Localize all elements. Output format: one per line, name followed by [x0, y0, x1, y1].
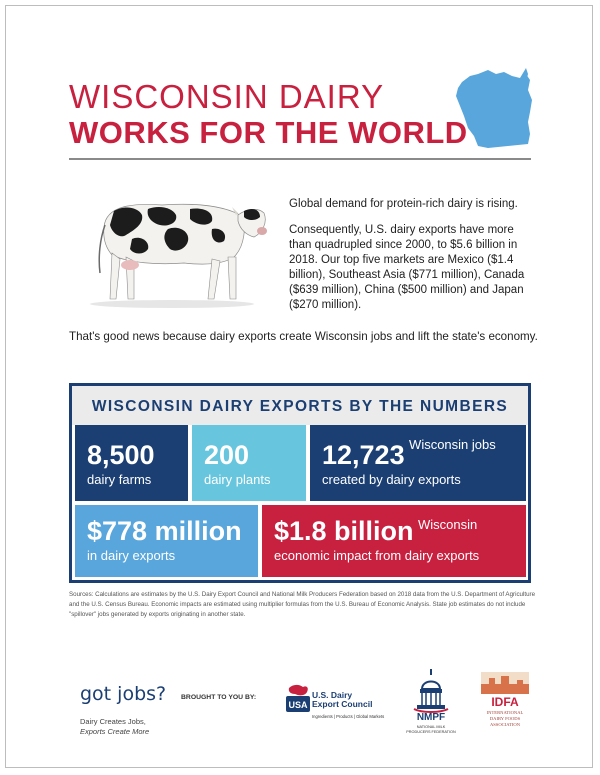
holstein-cow-image: [72, 185, 272, 310]
closing-sentence: That's good news because dairy exports create Wisconsin jobs and lift the state's economy.: [69, 330, 538, 343]
stat-label: created by dairy exports: [322, 472, 461, 487]
usdec-name-1: U.S. Dairy: [312, 690, 353, 700]
idfa-subtitle-2: DAIRY FOODS: [489, 716, 521, 721]
got-jobs-tagline-2: Exports Create More: [80, 727, 150, 736]
stat-value: $1.8 billion: [274, 516, 414, 546]
stat-label: in dairy exports: [87, 548, 176, 563]
stat-inline-label: Wisconsin: [418, 517, 478, 532]
intro-paragraph-2: Consequently, U.S. dairy exports have more than quadrupled since 2000, to $5.6 billion in 2018. Our top five markets are Mexico ($1.4 billion), Southeast Asia ($771 million), Canada ($639 million), China ($500 million) and Japan ($270 million).: [289, 224, 525, 311]
sources-note: Sources: Calculations are estimates by the U.S. Dairy Export Council and National Milk Producers Federation based on 2018 data from the U.S. Department of Agriculture and the U.S. Census Bureau. Economic impacts are estimated using multiplier formulas from the U.S. Bureau of Economic Analysis. State job estimates do not include "spillover" jobs generated by exports originating in another state.: [69, 591, 536, 618]
usdec-name-2: Export Council: [312, 699, 373, 709]
idfa-subtitle: [481, 710, 529, 728]
stat-dairy-plants: [192, 425, 306, 501]
wisconsin-map-icon: [448, 60, 538, 155]
stat-label: dairy plants: [204, 472, 271, 487]
got-jobs-tagline: [80, 717, 149, 737]
stat-inline-label: Wisconsin jobs: [409, 437, 496, 452]
stat-value: 200: [204, 440, 250, 470]
brought-to-you-by: BROUGHT TO YOU BY:: [181, 694, 257, 701]
nmpf-subtitle: NATIONAL MILK PRODUCERS FEDERATION: [406, 725, 456, 734]
usdec-badge-text: USA: [288, 700, 308, 710]
header-divider: [69, 158, 531, 160]
stat-jobs: [310, 425, 526, 501]
nmpf-name: NMPF: [416, 712, 446, 723]
stat-exports-value: [75, 505, 258, 577]
title-line-2: WORKS FOR THE WORLD: [69, 115, 468, 150]
stat-dairy-farms: [75, 425, 188, 501]
stat-label: dairy farms: [87, 472, 152, 487]
stat-economic-impact: [262, 505, 526, 577]
idfa-logo-icon: [481, 672, 529, 694]
stat-value: $778 million: [87, 516, 242, 546]
stat-value: 8,500: [87, 440, 155, 470]
idfa-subtitle-1: INTERNATIONAL: [486, 710, 524, 715]
got-jobs-tagline-1: Dairy Creates Jobs,: [80, 717, 146, 726]
stats-panel-title: WISCONSIN DAIRY EXPORTS BY THE NUMBERS: [91, 398, 509, 415]
usdec-tagline: Ingredients | Products | Global Markets: [312, 714, 385, 719]
idfa-name: IDFA: [491, 695, 519, 709]
usdec-name: [312, 691, 372, 709]
capitol-dome-icon: [408, 667, 454, 713]
idfa-subtitle-3: ASSOCIATION: [489, 722, 521, 727]
intro-text: [289, 197, 529, 324]
stat-label: economic impact from dairy exports: [274, 548, 480, 563]
title-line-1: WISCONSIN DAIRY: [69, 78, 385, 115]
intro-paragraph-1: Global demand for protein-rich dairy is rising.: [289, 198, 518, 210]
usdec-logo-icon: [285, 682, 311, 716]
got-jobs-logo: got jobs?: [80, 683, 167, 705]
stat-value: 12,723: [322, 440, 405, 470]
stats-panel-header: [72, 386, 528, 425]
